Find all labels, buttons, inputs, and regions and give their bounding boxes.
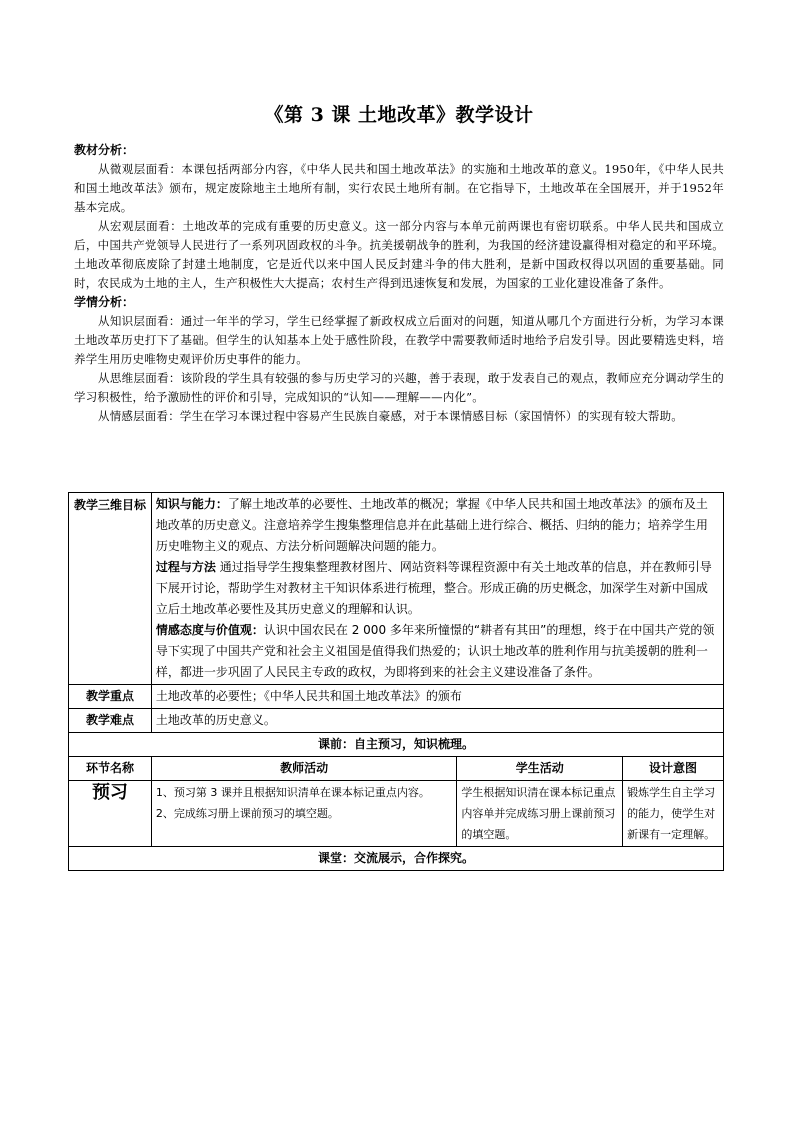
preview-row — [69, 781, 724, 847]
difficult-point-text: 土地改革的历史意义。 — [151, 709, 723, 733]
goal-label: 知识与能力： — [155, 497, 228, 511]
difficult-point-row — [69, 709, 724, 733]
goals-label: 教学三维目标 — [69, 493, 152, 685]
column-header-row — [69, 757, 724, 781]
header-student: 学生活动 — [457, 757, 623, 781]
goal-process — [156, 557, 719, 620]
pre-class-row — [69, 733, 724, 757]
goal-text: 通过指导学生搜集整理教材图片、网站资料等课程资源中有关土地改革的信息，并在教师引导下展开讨论，帮助学生对教材主干知识体系进行梳理，整合。形成正确的历史概念，加深学生对新中国成立后土地改革必要性及其历史意义的理解和认识。 — [155, 560, 712, 616]
document-body — [74, 100, 724, 426]
document-title: 《第 3 课 土地改革》教学设计 — [264, 104, 534, 126]
header-teacher: 教师活动 — [151, 757, 456, 781]
goal-knowledge — [156, 494, 719, 557]
textbook-paragraph: 从宏观层面看：土地改革的完成有重要的历史意义。这一部分内容与本单元前两课也有密切联系。中华人民共和国成立后，中国共产党领导人民进行了一系列巩固政权的斗争。抗美援朝战争的胜利，为我国的经济建设赢得相对稳定的和平环境。土地改革彻底废除了封建土地制度，它是近代以来中国人民反封建斗争的伟大胜利，是新中国政权得以巩固的重要基础。同时，农民成为土地的主人，生产积极性大大提高；农村生产得到迅速恢复和发展，为国家的工业化建设准备了条件。 — [74, 219, 724, 290]
key-point-label: 教学重点 — [69, 685, 152, 709]
key-point-text: 土地改革的必要性；《中华人民共和国土地改革法》的颁布 — [151, 685, 723, 709]
header-stage: 环节名称 — [69, 757, 152, 781]
goal-emotion — [156, 620, 719, 683]
in-class-heading: 课堂：交流展示，合作探究。 — [69, 847, 724, 871]
pre-class-heading: 课前：自主预习，知识梳理。 — [69, 733, 724, 757]
in-class-row — [69, 847, 724, 871]
key-point-row — [69, 685, 724, 709]
goal-text: 了解土地改革的必要性、土地改革的概况；掌握《中华人民共和国土地改革法》的颁布及土地改革的历史意义。注意培养学生搜集整理信息并在此基础上进行综合、概括、归纳的能力；培养学生用历史唯物主义的观点、方法分析问题解决问题的能力。 — [155, 497, 708, 553]
textbook-paragraph: 从微观层面看：本课包括两部分内容，《中华人民共和国土地改革法》的实施和土地改革的意义。1950年，《中华人民共和国土地改革法》颁布，规定废除地主土地所有制，实行农民土地所有制。在它指导下，土地改革在全国展开，并于1952年基本完成。 — [74, 162, 724, 214]
lesson-plan-table — [68, 492, 724, 871]
difficult-point-label: 教学难点 — [69, 709, 152, 733]
header-intent: 设计意图 — [623, 757, 724, 781]
teacher-item: 1、预习第 3 课并且根据知识清单在课本标记重点内容。 — [155, 786, 430, 799]
student-analysis-heading: 学情分析： — [74, 295, 135, 309]
goal-text: 认识中国农民在 2 000 多年来所憧憬的“耕者有其田”的理想，终于在中国共产党的领导下实现了中国共产党和社会主义祖国是值得我们热爱的；认识土地改革的胜利作用与抗美援朝的胜利一样，都进一步巩固了人民民主专政的政权，为即将到来的社会主义建设准备了条件。 — [155, 623, 715, 679]
student-paragraph: 从情感层面看：学生在学习本课过程中容易产生民族自豪感，对于本课情感目标（家国情怀）的实现有较大帮助。 — [98, 409, 683, 423]
stage-name: 预习 — [69, 781, 152, 847]
student-paragraph: 从知识层面看：通过一年半的学习，学生已经掌握了新政权成立后面对的问题，知道从哪几个方面进行分析，为学习本课土地改革历史打下了基础。但学生的认知基本上处于感性阶段，在教学中需要教师适时地给予启发引导。因此要精选史料，培养学生用历史唯物史观评价历史事件的能力。 — [74, 314, 724, 366]
goal-label: 情感态度与价值观： — [155, 623, 264, 637]
student-paragraph: 从思维层面看：该阶段的学生具有较强的参与历史学习的兴趣，善于表现，敢于发表自己的观点，教师应充分调动学生的学习积极性，给予激励性的评价和引导，完成知识的“认知——理解——内化”。 — [74, 371, 724, 404]
student-activity: 学生根据知识清在课本标记重点内容单并完成练习册上课前预习的填空题。 — [457, 781, 623, 847]
teacher-item: 2、完成练习册上课前预习的填空题。 — [155, 807, 339, 820]
goals-row — [69, 493, 724, 685]
teacher-activity — [151, 781, 456, 847]
textbook-analysis-heading: 教材分析： — [74, 143, 135, 157]
design-intent: 锻炼学生自主学习的能力，使学生对新课有一定理解。 — [623, 781, 724, 847]
goal-label: 过程与方法 — [155, 560, 216, 574]
goals-cell — [151, 493, 723, 685]
